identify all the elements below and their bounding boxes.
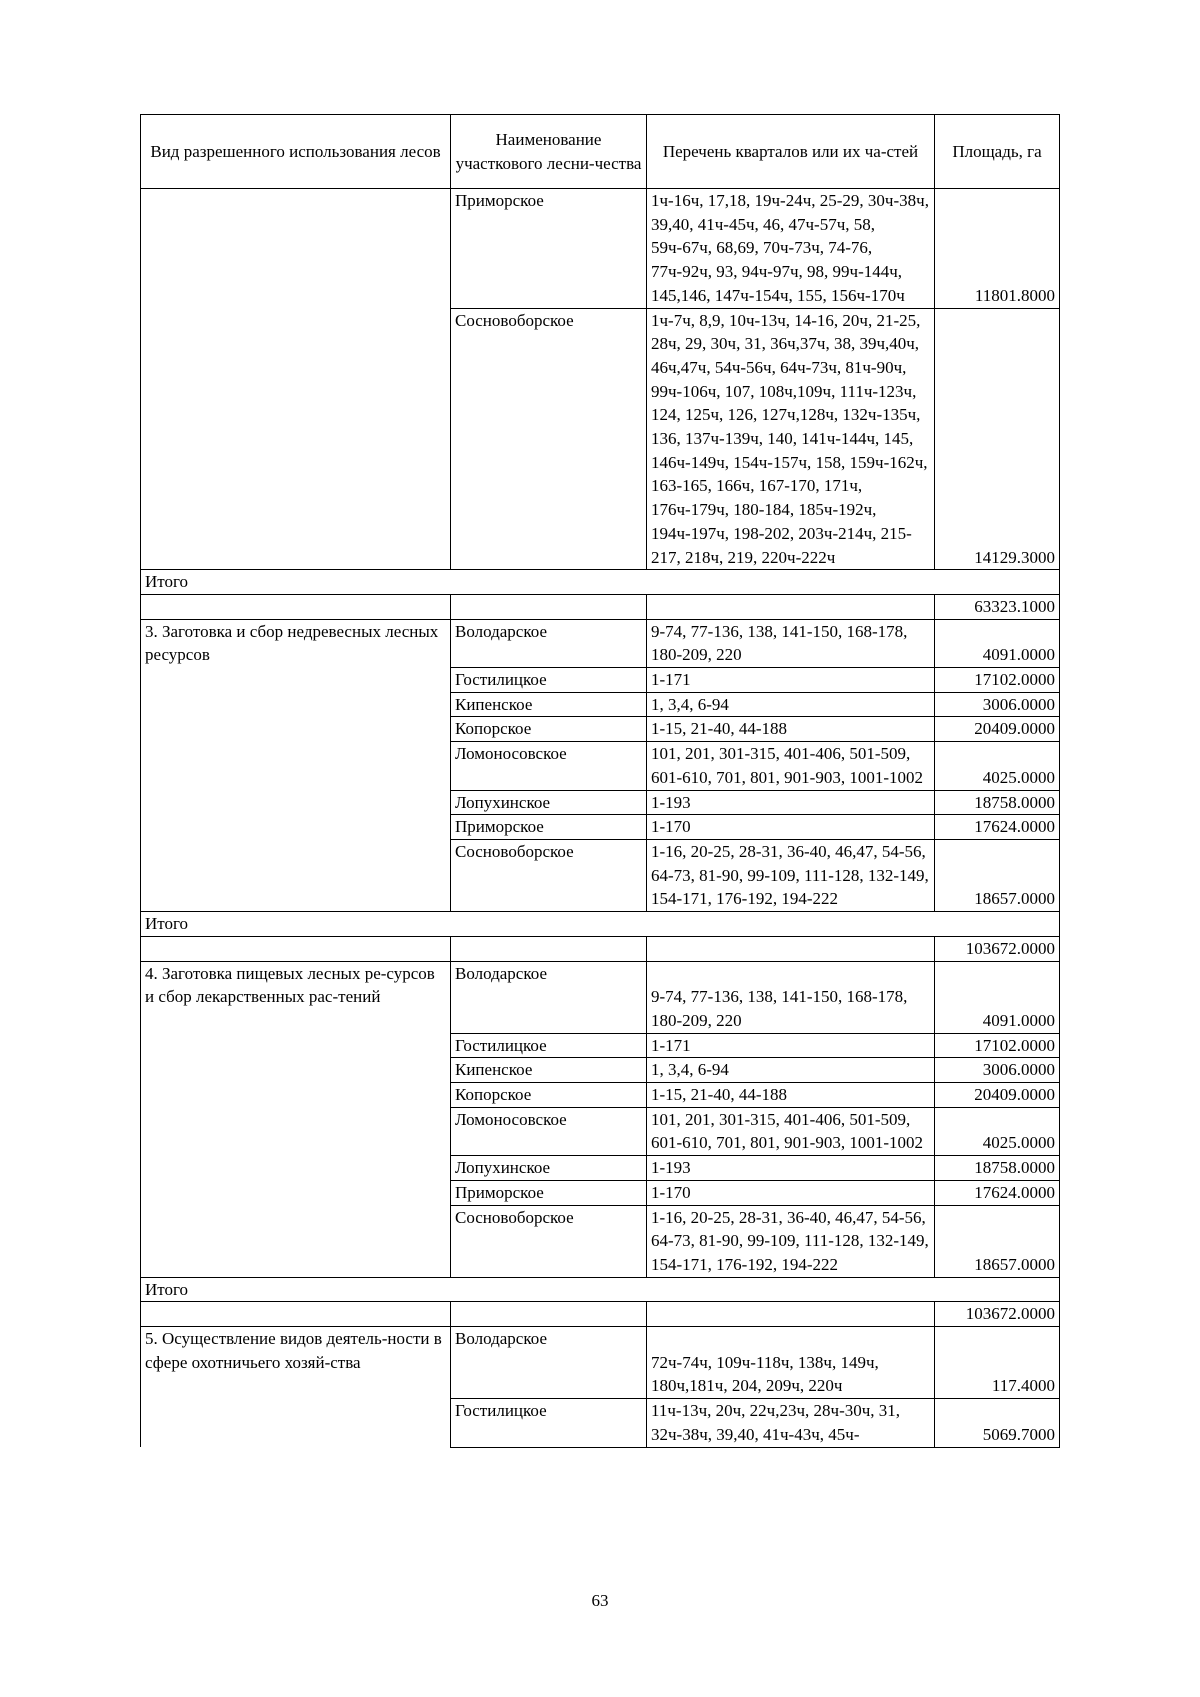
area-value: 11801.8000 bbox=[935, 189, 1060, 309]
forestry-name: Кипенское bbox=[451, 1058, 647, 1083]
area-value: 17624.0000 bbox=[935, 815, 1060, 840]
forestry-name: Приморское bbox=[451, 815, 647, 840]
total-label: Итого bbox=[141, 1277, 1060, 1302]
area-value: 18657.0000 bbox=[935, 839, 1060, 911]
area-value: 3006.0000 bbox=[935, 692, 1060, 717]
total-label-row bbox=[141, 1277, 1060, 1302]
forestry-name: Ломоносовское bbox=[451, 742, 647, 790]
area-value: 4025.0000 bbox=[935, 1107, 1060, 1155]
forestry-name: Копорское bbox=[451, 1083, 647, 1108]
area-value: 20409.0000 bbox=[935, 717, 1060, 742]
forestry-name: Приморское bbox=[451, 1180, 647, 1205]
quarters-list: 9-74, 77-136, 138, 141-150, 168-178, 180-209, 220 bbox=[647, 619, 935, 667]
forestry-name: Сосновоборское bbox=[451, 308, 647, 570]
area-value: 3006.0000 bbox=[935, 1058, 1060, 1083]
quarters-list bbox=[647, 1327, 935, 1399]
header-row bbox=[141, 115, 1060, 189]
forestry-name: Сосновоборское bbox=[451, 839, 647, 911]
quarters-list: 1ч-16ч, 17,18, 19ч-24ч, 25-29, 30ч-38ч, 39,40, 41ч-45ч, 46, 47ч-57ч, 58, 59ч-67ч, 68,69, 70ч-73ч, 74-76, 77ч-92ч, 93, 94ч-97ч, 98, 99ч-144ч, 145,146, 147ч-154ч, 155, 156ч-170ч bbox=[647, 189, 935, 309]
quarters-list: 1-170 bbox=[647, 815, 935, 840]
quarters-list bbox=[647, 961, 935, 1033]
table-row bbox=[141, 1327, 1060, 1399]
table-row bbox=[141, 189, 1060, 309]
forestry-name: Кипенское bbox=[451, 692, 647, 717]
area-value: 20409.0000 bbox=[935, 1083, 1060, 1108]
quarters-text: 72ч-74ч, 109ч-118ч, 138ч, 149ч, 180ч,181ч, 204, 209ч, 220ч bbox=[651, 1352, 879, 1396]
area-value: 17102.0000 bbox=[935, 1033, 1060, 1058]
forestry-name: Гостилицкое bbox=[451, 668, 647, 693]
quarters-list: 1-16, 20-25, 28-31, 36-40, 46,47, 54-56, 64-73, 81-90, 99-109, 111-128, 132-149, 154-171, 176-192, 194-222 bbox=[647, 839, 935, 911]
quarters-list: 101, 201, 301-315, 401-406, 501-509, 601-610, 701, 801, 901-903, 1001-1002 bbox=[647, 742, 935, 790]
quarters-list: 11ч-13ч, 20ч, 22ч,23ч, 28ч-30ч, 31, 32ч-38ч, 39,40, 41ч-43ч, 45ч- bbox=[647, 1399, 935, 1447]
total-value-row bbox=[141, 594, 1060, 619]
quarters-list: 1-171 bbox=[647, 1033, 935, 1058]
forestry-name: Лопухинское bbox=[451, 1156, 647, 1181]
quarters-text: 9-74, 77-136, 138, 141-150, 168-178, 180-209, 220 bbox=[651, 987, 908, 1030]
total-value: 103672.0000 bbox=[935, 1302, 1060, 1327]
area-value: 17102.0000 bbox=[935, 668, 1060, 693]
header-area: Площадь, га bbox=[935, 115, 1060, 189]
quarters-list: 1, 3,4, 6-94 bbox=[647, 1058, 935, 1083]
total-value: 103672.0000 bbox=[935, 936, 1060, 961]
area-value: 18758.0000 bbox=[935, 790, 1060, 815]
forestry-name: Гостилицкое bbox=[451, 1033, 647, 1058]
forest-use-table bbox=[140, 114, 1060, 1448]
quarters-list: 1-15, 21-40, 44-188 bbox=[647, 717, 935, 742]
quarters-list: 1-170 bbox=[647, 1180, 935, 1205]
quarters-list: 1-193 bbox=[647, 1156, 935, 1181]
area-value: 18657.0000 bbox=[935, 1205, 1060, 1277]
total-label-row bbox=[141, 570, 1060, 595]
quarters-list: 1-193 bbox=[647, 790, 935, 815]
total-value: 63323.1000 bbox=[935, 594, 1060, 619]
quarters-list: 101, 201, 301-315, 401-406, 501-509, 601-610, 701, 801, 901-903, 1001-1002 bbox=[647, 1107, 935, 1155]
total-label: Итого bbox=[141, 570, 1060, 595]
total-label: Итого bbox=[141, 912, 1060, 937]
quarters-list: 1, 3,4, 6-94 bbox=[647, 692, 935, 717]
total-value-row bbox=[141, 1302, 1060, 1327]
use-type-cell: 4. Заготовка пищевых лесных ре-сурсов и сбор лекарственных рас-тений bbox=[141, 961, 451, 1277]
header-use-type: Вид разрешенного использования лесов bbox=[141, 115, 451, 189]
area-value: 117.4000 bbox=[935, 1327, 1060, 1399]
quarters-list: 1ч-7ч, 8,9, 10ч-13ч, 14-16, 20ч, 21-25, 28ч, 29, 30ч, 31, 36ч,37ч, 38, 39ч,40ч, 46ч,47ч, 54ч-56ч, 64ч-73ч, 81ч-90ч, 99ч-106ч, 107, 108ч,109ч, 111ч-123ч, 124, 125ч, 126, 127ч,128ч, 132ч-135ч, 136, 137ч-139ч, 140, 141ч-144ч, 145, 146ч-149ч, 154ч-157ч, 158, 159ч-162ч, 163-165, 166ч, 167-170, 171ч, 176ч-179ч, 180-184, 185ч-192ч, 194ч-197ч, 198-202, 203ч-214ч, 215-217, 218ч, 219, 220ч-222ч bbox=[647, 308, 935, 570]
use-type-cell: 5. Осуществление видов деятель-ности в сфере охотничьего хозяй-ства bbox=[141, 1327, 451, 1448]
forestry-name: Володарское bbox=[451, 1327, 647, 1399]
forestry-name: Ломоносовское bbox=[451, 1107, 647, 1155]
area-value: 4091.0000 bbox=[935, 961, 1060, 1033]
forestry-name: Володарское bbox=[451, 961, 647, 1033]
forestry-name: Сосновоборское bbox=[451, 1205, 647, 1277]
area-value: 18758.0000 bbox=[935, 1156, 1060, 1181]
header-forestry-name: Наименование участкового лесни-чества bbox=[451, 115, 647, 189]
forestry-name: Копорское bbox=[451, 717, 647, 742]
forestry-name: Гостилицкое bbox=[451, 1399, 647, 1447]
area-value: 14129.3000 bbox=[935, 308, 1060, 570]
quarters-list: 1-16, 20-25, 28-31, 36-40, 46,47, 54-56, 64-73, 81-90, 99-109, 111-128, 132-149, 154-171, 176-192, 194-222 bbox=[647, 1205, 935, 1277]
quarters-list: 1-171 bbox=[647, 668, 935, 693]
total-value-row bbox=[141, 936, 1060, 961]
forestry-name: Володарское bbox=[451, 619, 647, 667]
total-label-row bbox=[141, 912, 1060, 937]
forestry-name: Приморское bbox=[451, 189, 647, 309]
table-row bbox=[141, 619, 1060, 667]
use-type-cell: 3. Заготовка и сбор недревесных лесных ресурсов bbox=[141, 619, 451, 911]
area-value: 4091.0000 bbox=[935, 619, 1060, 667]
forestry-name: Лопухинское bbox=[451, 790, 647, 815]
area-value: 5069.7000 bbox=[935, 1399, 1060, 1447]
quarters-list: 1-15, 21-40, 44-188 bbox=[647, 1083, 935, 1108]
use-type-cell bbox=[141, 189, 451, 570]
header-quarters: Перечень кварталов или их ча-стей bbox=[647, 115, 935, 189]
page-number: 63 bbox=[591, 1591, 609, 1610]
table-row bbox=[141, 961, 1060, 1033]
area-value: 4025.0000 bbox=[935, 742, 1060, 790]
area-value: 17624.0000 bbox=[935, 1180, 1060, 1205]
